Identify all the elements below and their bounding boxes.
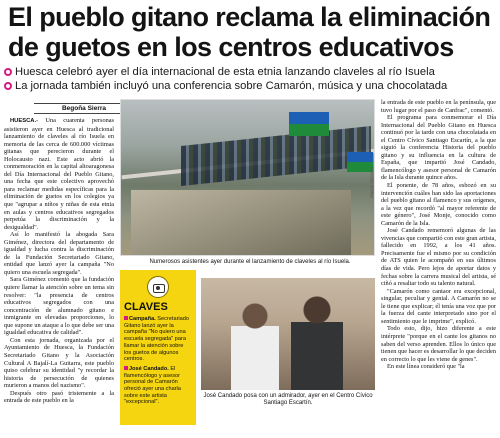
circle-bullet-icon bbox=[4, 68, 12, 76]
main-photo-caption: Numerosos asistentes ayer durante el lanzamiento de claveles al río Isuela. bbox=[149, 259, 351, 265]
claves-item bbox=[124, 316, 192, 363]
claves-box bbox=[120, 270, 196, 425]
claves-item-label: Campaña. bbox=[129, 316, 156, 322]
circle-bullet-icon bbox=[4, 82, 12, 90]
article-paragraph bbox=[4, 117, 114, 231]
photo-credit: PABLO SEGURA bbox=[369, 166, 374, 198]
article-paragraph: la entrada de este pueblo en la península, que tuvo lugar por el paso de Canfrac", comentó. bbox=[381, 99, 496, 114]
headline: El pueblo gitano reclama la eliminación de guetos en los centros educativos bbox=[8, 2, 491, 62]
article-paragraph: Así lo manifestó la abogada Sara Giménez, directora del departamento de igualdad y lucha contra la discriminación de la Fundación Secretariado Gitano, entidad que lanzó ayer la campaña "No quiero una escuela segregada". bbox=[4, 231, 114, 276]
subhead-2 bbox=[4, 80, 496, 93]
dateline: HUESCA.- bbox=[10, 118, 39, 124]
article-paragraph: José Candado rememoró algunas de las vivencias que compartió con este gran artista, fallecido en 1992, a los 41 años. Precisamente fue el mismo por su condición de ATS quien le acompañó en sus últimos días de vida. Pero lejos de aportar datos y fechas sobre la carrera musical del artista, sé ciñó a resaltar todo su talento natural. bbox=[381, 227, 496, 288]
candado-photo bbox=[201, 278, 375, 390]
candado-photo-caption: José Candado posa con un admirador, ayer en el Centro Cívico Santiago Escartín. bbox=[203, 393, 373, 406]
article-paragraph: El programa para conmemorar el Día Internacional del Pueblo Gitano en Huesca continuó por la tarde con una chocolatada en el Centro Cívico Santiago Escartín, a la que siguió la conferencia Historia del pueblo gitano y su influencia en la cultura de España, que impartió José Candado, flamencólogo y asesor personal de Camarón de la Isla durante quince años. bbox=[381, 114, 496, 182]
article-paragraph: Sara Giménez comentó que la fundación quiere llamar la atención sobre un tema sin resolver: "la presencia de centros educativos segregados con una concentración de alumnado gitano e inmigrante en elevadas proporciones, lo que supone un ataque a lo que debe ser una igualdad educativa de calidad". bbox=[4, 276, 114, 337]
subhead-1 bbox=[4, 66, 496, 79]
subhead-2-text: La jornada también incluyó una conferencia sobre Camarón, música y una chocolatada bbox=[15, 80, 448, 92]
byline: Begoña Sierra bbox=[34, 103, 134, 114]
square-bullet-icon bbox=[124, 316, 128, 320]
article-paragraph: El ponente, de 78 años, esbozó en su intervención cuáles han sido las aportaciones del pueblo gitano al flamenco y sus orígenes, a la vez que recordó "al mayor referente de este género", José Monje, conocido como Camarón de la Isla. bbox=[381, 182, 496, 227]
article-paragraph: Todo esto, dijo, hizo diferente a este intérprete "porque en el cante los gitanos no saben del verso aprenden. Ellos lo único que tienen que hacer es desarrollar lo que deciden en correcto lo que les viene de genes". bbox=[381, 325, 496, 363]
main-photo bbox=[120, 99, 375, 256]
square-bullet-icon bbox=[124, 366, 128, 370]
claves-item-text: Secretariado Gitano lanzó ayer la campaña "No quiero una escuela segregada" para llamar la atención sobre los guetos de algunos centros. bbox=[124, 316, 190, 363]
article-paragraph: En este línea consideró que "la bbox=[387, 363, 465, 371]
article-paragraph: "Camarón como cantaor era excepcional, singular, peculiar y genial. A Camarón no se le tiene que explicar; él tenía una voz que por la fuerza del cante interpretado sino por el sentimiento que le imprime", explicó. bbox=[381, 287, 496, 325]
article-paragraph: Después otro pasó tristemente a la entrada de este pueblo en la bbox=[4, 389, 114, 405]
claves-item bbox=[124, 366, 192, 406]
article-column-left bbox=[4, 117, 114, 438]
subhead-1-text: Huesca celebró ayer el día internacional de esta etnia lanzando claveles al río Isuela bbox=[15, 66, 435, 78]
article-paragraph: Con esta jornada, organizada por el Ayuntamiento de Huesca, la Fundación Secretariado Gitano y la Asociación Cultural A Bajalí-La Guitarra, este pueblo quiso celebrar su identidad "y recordar la historia de persecución de quienes murieron a manos del nazismo". bbox=[4, 336, 114, 390]
claves-item-label: José Candado. bbox=[129, 365, 169, 372]
claves-item-text: El flamencólogo y asesor personal de Camarón ofreció ayer una charla sobre este artista "excepcional". bbox=[124, 365, 181, 406]
camera-icon bbox=[147, 276, 169, 298]
claves-title: CLAVES bbox=[124, 301, 168, 313]
article-column-right bbox=[381, 99, 496, 438]
paragraph-text: Una cuarenta personas asistieron ayer en Huesca al tradicional lanzamiento de claveles al río Isuela en memoria de las cerca de 600.000 víctimas gitanas que perecieron durante el Holocausto nazi. Este acto abrió la conmemoración en la capital altoaragonesa del Día Internacional del Pueblo Gitano, una fecha que este colectivo aprovechó para reclamar medidas específicas para la eliminación de guetos en los colegios ya que "agrupar a niños y niñas de esta etnia en aulas y centros educativos segregados perpetúa la discriminación y la desigualdad". bbox=[4, 117, 114, 231]
gypsy-flag bbox=[289, 112, 329, 136]
